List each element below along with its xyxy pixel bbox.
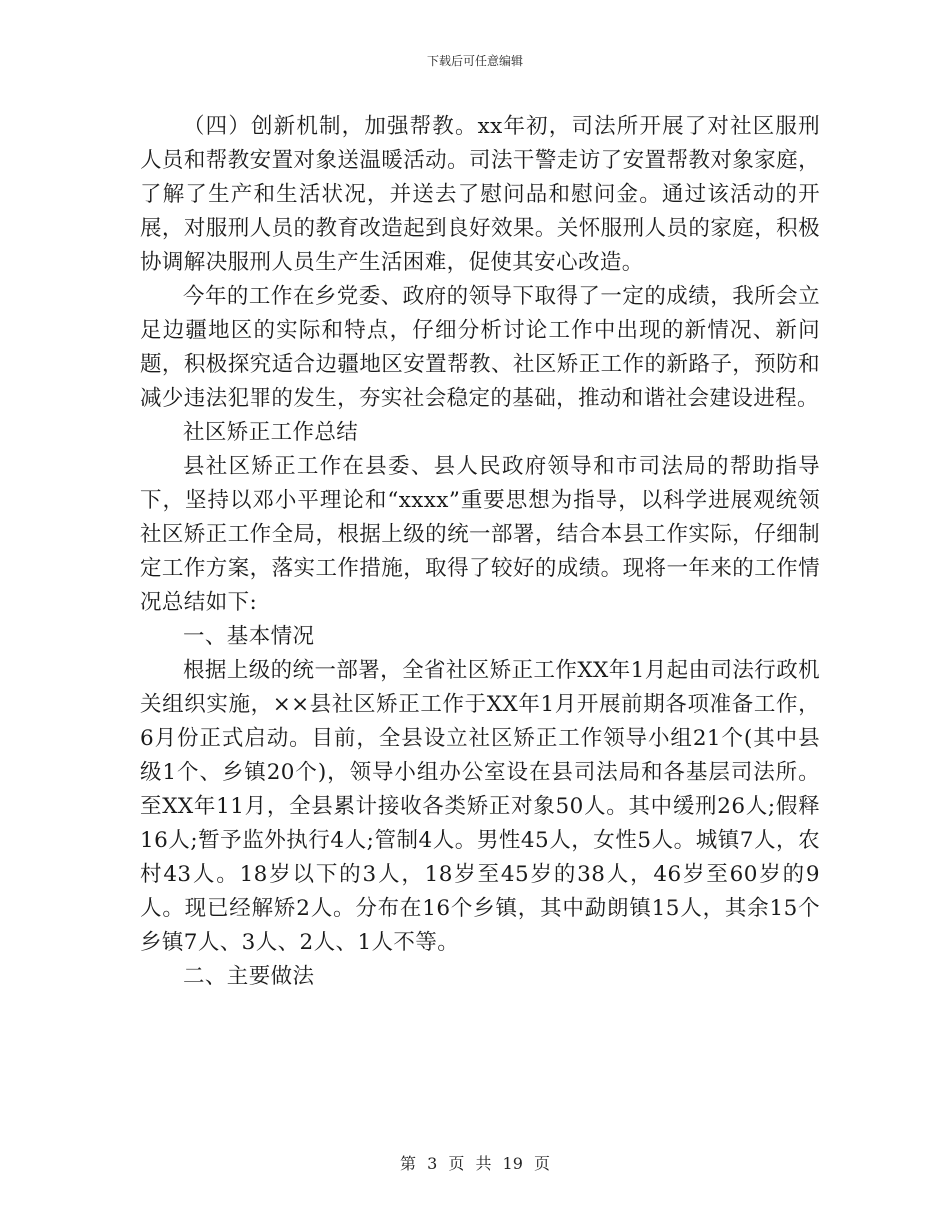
paragraph-innovation-mechanism: （四）创新机制，加强帮教。xx年初，司法所开展了对社区服刑人员和帮教安置对象送温暖活动。司法干警走访了安置帮教对象家庭，了解了生产和生活状况，并送去了慰问品和慰问金。通过该活动的开展，对服刑人员的教育改造起到良好效果。关怀服刑人员的家庭，积极协调解决服刑人员生产生活困难，促使其安心改造。 (140, 114, 820, 275)
page-header (0, 52, 950, 70)
paragraph-basic-situation: 根据上级的统一部署，全省社区矫正工作XX年1月起由司法行政机关组织实施，××县社区矫正工作于XX年1月开展前期各项准备工作，6月份正式启动。目前，全县设立社区矫正工作领导小组21个(其中县级1个、乡镇20个)，领导小组办公室设在县司法局和各基层司法所。至XX年11月，全县累计接收各类矫正对象50人。其中缓刑26人;假释16人;暂予监外执行4人;管制4人。男性45人，女性5人。城镇7人，农村43人。18岁以下的3人，18岁至45岁的38人，46岁至60岁的9人。现已经解矫2人。分布在16个乡镇，其中勐朗镇15人，其余15个乡镇7人、3人、2人、1人不等。 (140, 658, 820, 955)
paragraph-intro: 县社区矫正工作在县委、县人民政府领导和市司法局的帮助指导下，坚持以邓小平理论和“xxxx”重要思想为指导，以科学进展观统领社区矫正工作全局，根据上级的统一部署，结合本县工作实际，仔细制定工作方案，落实工作措施，取得了较好的成绩。现将一年来的工作情况总结如下: (140, 454, 820, 615)
page-number: 第 3 页 共 19 页 (400, 1154, 550, 1173)
paragraph-this-year-work: 今年的工作在乡党委、政府的领导下取得了一定的成绩，我所会立足边疆地区的实际和特点，仔细分析讨论工作中出现的新情况、新问题，积极探究适合边疆地区安置帮教、社区矫正工作的新路子，预防和减少违法犯罪的发生，夯实社会稳定的基础，推动和谐社会建设进程。 (140, 284, 820, 411)
section-title-summary: 社区矫正工作总结 (183, 420, 359, 445)
document-body (140, 110, 820, 994)
page-footer (0, 1152, 950, 1176)
heading-basic-situation: 一、基本情况 (183, 624, 315, 649)
header-note: 下载后可任意编辑 (426, 54, 523, 68)
heading-main-practices: 二、主要做法 (183, 964, 315, 989)
